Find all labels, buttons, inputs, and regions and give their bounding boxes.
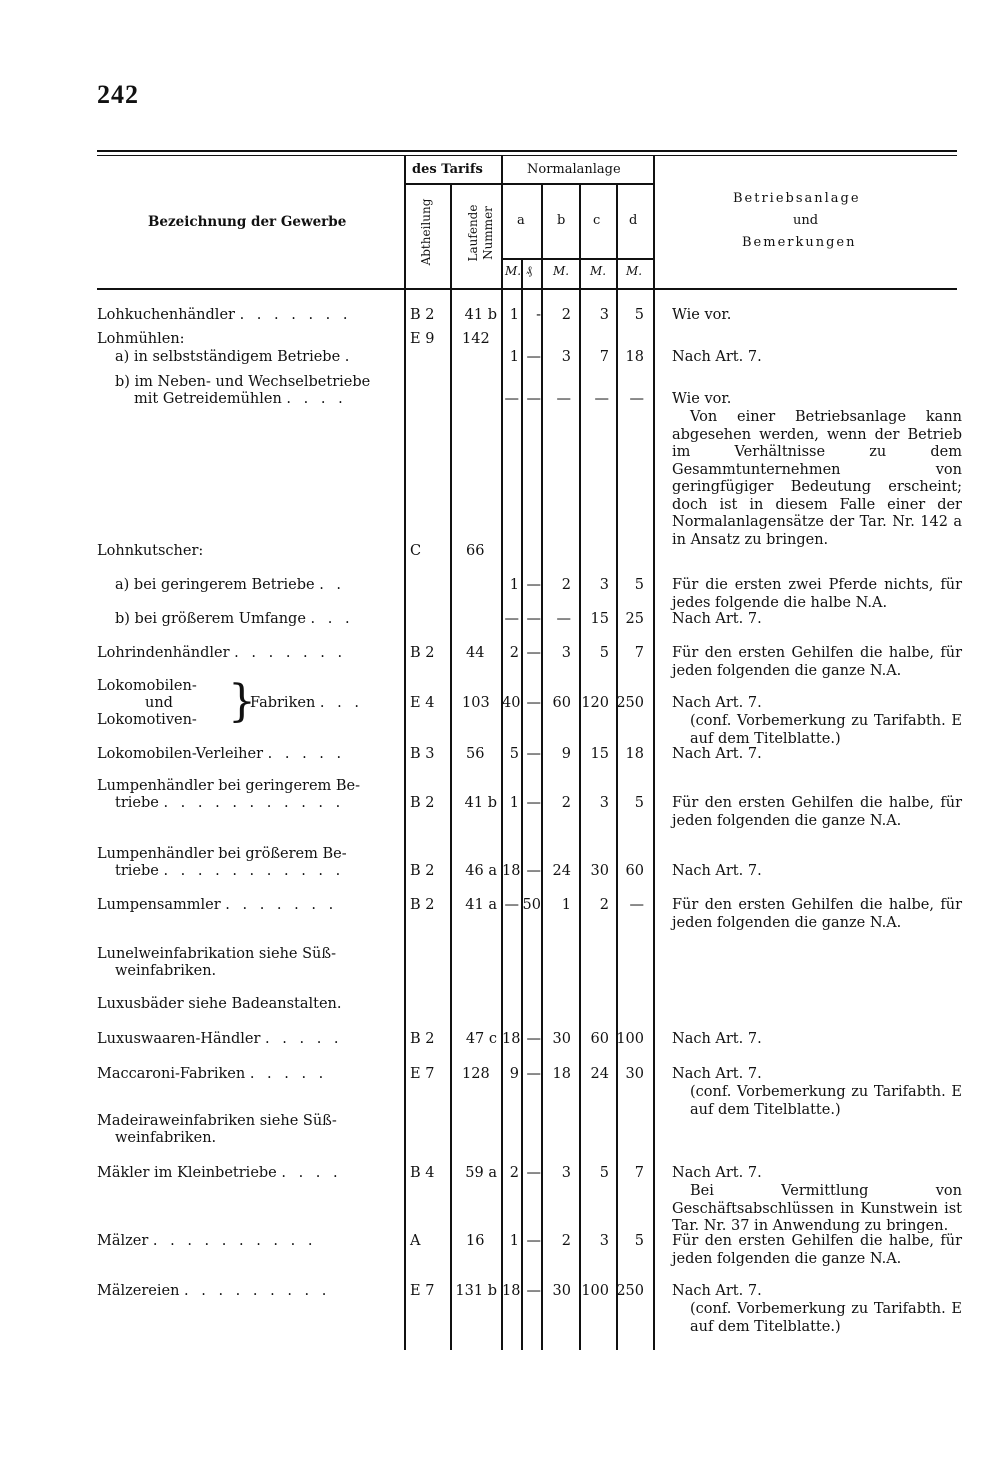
row-d: — — [629, 391, 644, 407]
row-remark: Nach Art. 7. — [672, 1283, 762, 1299]
header-col-a: a — [517, 213, 525, 228]
header-remarks-1: Betriebsanlage — [733, 191, 861, 206]
row-name: Mälzereien . . . . . . . . . — [97, 1283, 331, 1299]
col-divider-name — [404, 155, 406, 1350]
row-abth: E 7 — [410, 1066, 435, 1082]
row-remark-cont: (conf. Vorbemerkung zu Tarifabth. E auf dem Titelblatte.) — [690, 1301, 962, 1335]
page-number: 242 — [97, 80, 139, 109]
row-c: 24 — [590, 1066, 609, 1082]
row-a: — — [504, 611, 519, 627]
header-unit-c: M. — [590, 264, 607, 278]
row-name: Lohkuchenhändler . . . . . . . — [97, 307, 352, 323]
row-d: 60 — [625, 863, 644, 879]
row-c: 2 — [599, 897, 609, 913]
row-c: 120 — [581, 695, 609, 711]
row-remark: Wie vor. — [672, 391, 732, 407]
row-name-cont: Lokomotiven- — [97, 712, 197, 728]
row-name-cont: mit Getreidemühlen . . . . — [134, 391, 347, 407]
row-remark: Nach Art. 7. — [672, 611, 762, 627]
row-a: 1 — [509, 349, 519, 365]
row-d: 30 — [625, 1066, 644, 1082]
row-a: 1 — [509, 1233, 519, 1249]
row-remark: Für die ersten zwei Pferde nichts, für jedes folgende die halbe N.A. — [672, 577, 962, 611]
row-d: 18 — [625, 349, 644, 365]
row-d: 7 — [634, 1165, 644, 1181]
row-d: 7 — [634, 645, 644, 661]
row-lfd: 41 b — [464, 795, 497, 811]
row-pf: — — [526, 1066, 541, 1082]
row-c: 3 — [599, 1233, 609, 1249]
row-name: Luxusbäder siehe Badeanstalten. — [97, 996, 342, 1012]
header-unit-d: M. — [626, 264, 643, 278]
row-pf: — — [526, 349, 541, 365]
table-top-rule-thin — [97, 155, 957, 156]
row-c: 3 — [599, 795, 609, 811]
row-name: b) bei größerem Umfange . . . — [115, 611, 354, 627]
header-remarks-2: und — [793, 213, 819, 228]
row-name-und: und — [145, 695, 173, 711]
row-abth: B 2 — [410, 1031, 435, 1047]
row-c: 100 — [581, 1283, 609, 1299]
row-remark-cont: Von einer Betriebsanlage kann abgesehen werden, wenn der Betrieb im Verhältnisse zu dem Gesammtunternehmen von geringfügiger Bedeutung erscheint; doch ist in diesem Falle einer der Normalanlagensätze der Tar. Nr. 142 a in Ansatz zu bringen. — [672, 409, 962, 548]
col-divider-a — [541, 183, 543, 1350]
row-name-fabriken: Fabriken . . . — [250, 695, 363, 711]
row-b: 30 — [552, 1031, 571, 1047]
row-a: 5 — [509, 746, 519, 762]
row-a: 1 — [509, 577, 519, 593]
row-name: Mäkler im Kleinbetriebe . . . . — [97, 1165, 342, 1181]
row-a: 40 — [502, 695, 521, 711]
row-remark: Nach Art. 7. — [672, 349, 762, 365]
row-abth: E 7 — [410, 1283, 435, 1299]
row-c: 15 — [590, 611, 609, 627]
row-lfd: 128 — [462, 1066, 490, 1082]
row-a: 2 — [509, 1165, 519, 1181]
row-c: 3 — [599, 577, 609, 593]
row-abth: A — [410, 1233, 421, 1249]
row-d: 100 — [616, 1031, 644, 1047]
row-pf: — — [526, 795, 541, 811]
row-lfd: 131 b — [455, 1283, 497, 1299]
row-b: 2 — [561, 577, 571, 593]
row-c: 5 — [599, 1165, 609, 1181]
row-name: a) in selbstständigem Betriebe . — [115, 349, 354, 365]
row-c: 3 — [599, 307, 609, 323]
row-c: 5 — [599, 645, 609, 661]
row-a: 18 — [502, 1031, 521, 1047]
row-abth: C — [410, 543, 422, 559]
row-name-cont: weinfabriken. — [115, 963, 217, 979]
row-name: Lohmühlen: — [97, 331, 185, 347]
row-remark: Für den ersten Gehilfen die halbe, für jeden folgenden die ganze N.A. — [672, 1233, 962, 1267]
brace-glyph: } — [228, 676, 256, 727]
row-lfd: 41 b — [464, 307, 497, 323]
row-abth: B 2 — [410, 645, 435, 661]
row-b: — — [556, 391, 571, 407]
row-c: 15 — [590, 746, 609, 762]
row-b: 3 — [561, 1165, 571, 1181]
row-abth: B 2 — [410, 863, 435, 879]
row-d: 18 — [625, 746, 644, 762]
row-pf: — — [526, 1233, 541, 1249]
row-abth: B 3 — [410, 746, 435, 762]
row-pf: — — [526, 1031, 541, 1047]
row-remark: Wie vor. — [672, 307, 732, 323]
row-pf: — — [526, 577, 541, 593]
header-normal-group: Normalanlage — [527, 162, 621, 177]
row-lfd: 59 a — [465, 1165, 497, 1181]
row-a: 9 — [509, 1066, 519, 1082]
row-remark-cont: (conf. Vorbemerkung zu Tarifabth. E auf dem Titelblatte.) — [690, 1084, 962, 1118]
row-remark: Für den ersten Gehilfen die halbe, für jeden folgenden die ganze N.A. — [672, 645, 962, 679]
row-name: Lohrindenhändler . . . . . . . — [97, 645, 347, 661]
row-a: 18 — [502, 863, 521, 879]
row-name: Mälzer . . . . . . . . . . — [97, 1233, 317, 1249]
header-name: Bezeichnung der Gewerbe — [148, 214, 347, 230]
row-pf: - — [536, 307, 541, 323]
row-name: Madeiraweinfabriken siehe Süß- — [97, 1113, 337, 1129]
row-lfd: 16 — [466, 1233, 485, 1249]
row-a: 2 — [509, 645, 519, 661]
row-b: 30 — [552, 1283, 571, 1299]
row-remark-cont: (conf. Vorbemerkung zu Tarifabth. E auf dem Titelblatte.) — [690, 713, 962, 747]
row-abth: E 4 — [410, 695, 435, 711]
header-unit-a: M. — [505, 264, 522, 278]
row-name: Lumpenhändler bei größerem Be- — [97, 846, 347, 862]
row-remark: Für den ersten Gehilfen die halbe, für jeden folgenden die ganze N.A. — [672, 897, 962, 931]
row-name-cont: triebe . . . . . . . . . . . — [115, 795, 345, 811]
row-pf: 50 — [522, 897, 541, 913]
row-name: Luxuswaaren-Händler . . . . . — [97, 1031, 343, 1047]
header-nummer: Nummer — [481, 206, 495, 260]
row-b: 18 — [552, 1066, 571, 1082]
row-c: — — [594, 391, 609, 407]
header-col-d: d — [629, 213, 638, 228]
row-b: 24 — [552, 863, 571, 879]
row-pf: — — [526, 611, 541, 627]
row-remark: Nach Art. 7. — [672, 1165, 762, 1181]
row-lfd: 46 a — [465, 863, 497, 879]
row-c: 7 — [599, 349, 609, 365]
row-d: 5 — [634, 795, 644, 811]
row-remark: Nach Art. 7. — [672, 1031, 762, 1047]
row-c: 60 — [590, 1031, 609, 1047]
col-divider-d — [653, 155, 655, 1350]
row-b: — — [556, 611, 571, 627]
row-name: Maccaroni-Fabriken . . . . . — [97, 1066, 328, 1082]
row-a: — — [504, 391, 519, 407]
row-name: Lunelweinfabrikation siehe Süß- — [97, 946, 336, 962]
row-abth: B 2 — [410, 897, 435, 913]
row-name: Lokomobilen- — [97, 678, 197, 694]
header-col-c: c — [593, 213, 601, 228]
row-remark: Nach Art. 7. — [672, 746, 762, 762]
row-c: 30 — [590, 863, 609, 879]
col-divider-abth — [450, 183, 452, 1350]
row-pf: — — [526, 863, 541, 879]
row-d: 250 — [616, 695, 644, 711]
row-name-cont: weinfabriken. — [115, 1130, 217, 1146]
row-lfd: 142 — [462, 331, 490, 347]
row-abth: B 2 — [410, 307, 435, 323]
header-unit-b: M. — [553, 264, 570, 278]
row-lfd: 47 c — [465, 1031, 497, 1047]
row-remark: Für den ersten Gehilfen die halbe, für jeden folgenden die ganze N.A. — [672, 795, 962, 829]
row-b: 3 — [561, 349, 571, 365]
row-b: 9 — [561, 746, 571, 762]
row-pf: — — [526, 1283, 541, 1299]
row-b: 2 — [561, 795, 571, 811]
row-b: 1 — [561, 897, 571, 913]
row-pf: — — [526, 645, 541, 661]
row-d: 250 — [616, 1283, 644, 1299]
row-d: 5 — [634, 307, 644, 323]
row-lfd: 41 a — [465, 897, 497, 913]
row-pf: — — [526, 746, 541, 762]
row-name: Lohnkutscher: — [97, 543, 204, 559]
row-a: 1 — [509, 307, 519, 323]
header-col-b: b — [557, 213, 566, 228]
header-laufende: Laufende — [466, 204, 480, 262]
row-name: b) im Neben- und Wechselbetriebe — [115, 374, 371, 390]
row-d: 5 — [634, 1233, 644, 1249]
row-d: 25 — [625, 611, 644, 627]
table-top-rule — [97, 150, 957, 152]
row-lfd: 103 — [462, 695, 490, 711]
row-name: a) bei geringerem Betriebe . . — [115, 577, 346, 593]
row-remark: Nach Art. 7. — [672, 863, 762, 879]
row-name: Lumpenhändler bei geringerem Be- — [97, 778, 361, 794]
row-abth: B 4 — [410, 1165, 435, 1181]
header-tarif-group: des Tarifs — [412, 162, 483, 177]
row-lfd: 56 — [466, 746, 485, 762]
row-abth: B 2 — [410, 795, 435, 811]
row-a: — — [504, 897, 519, 913]
row-d: — — [629, 897, 644, 913]
row-pf: — — [526, 695, 541, 711]
row-abth: E 9 — [410, 331, 435, 347]
row-b: 60 — [552, 695, 571, 711]
row-pf: — — [526, 1165, 541, 1181]
row-remark: Nach Art. 7. — [672, 695, 762, 711]
row-a: 1 — [509, 795, 519, 811]
row-b: 2 — [561, 1233, 571, 1249]
header-abtheilung: Abtheilung — [419, 198, 433, 266]
row-remark: Nach Art. 7. — [672, 1066, 762, 1082]
row-lfd: 66 — [466, 543, 485, 559]
header-bottom-rule — [97, 288, 957, 290]
row-pf: — — [526, 391, 541, 407]
row-remark-cont: Bei Vermittlung von Geschäftsabschlüssen in Kunstwein ist Tar. Nr. 37 in Anwendung zu bringen. — [672, 1183, 962, 1234]
row-name: Lumpensammler . . . . . . . — [97, 897, 338, 913]
row-name: Lokomobilen-Verleiher . . . . . — [97, 746, 346, 762]
row-name-cont: triebe . . . . . . . . . . . — [115, 863, 345, 879]
header-unit-pf: ₰ — [526, 263, 532, 277]
tarif-group-rule — [405, 183, 655, 185]
row-a: 18 — [502, 1283, 521, 1299]
row-d: 5 — [634, 577, 644, 593]
row-lfd: 44 — [466, 645, 485, 661]
row-b: 3 — [561, 645, 571, 661]
row-b: 2 — [561, 307, 571, 323]
header-remarks-3: Bemerkungen — [742, 235, 857, 250]
unit-row-rule — [502, 258, 653, 260]
